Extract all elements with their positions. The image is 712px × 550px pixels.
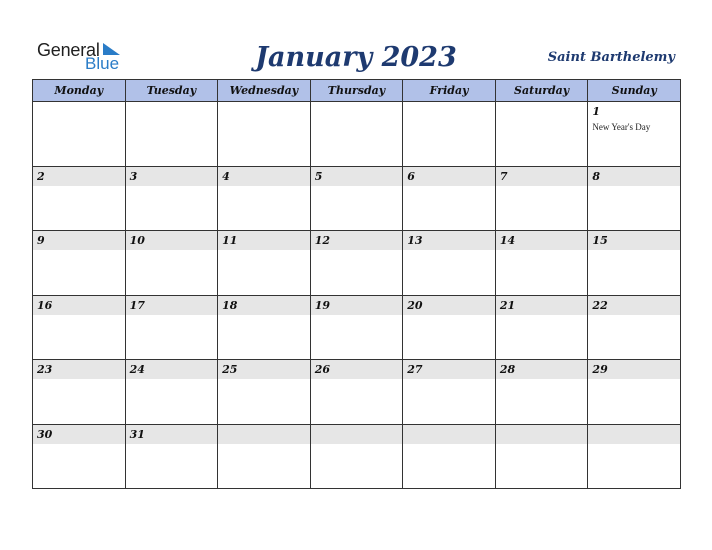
- weekday-header-thursday: Thursday: [311, 80, 404, 102]
- day-number: 18: [218, 296, 310, 315]
- day-cell: [218, 360, 311, 425]
- day-number: 15: [588, 231, 680, 250]
- day-cell: [33, 425, 126, 490]
- day-cell: [496, 360, 589, 425]
- day-number: 27: [403, 360, 495, 379]
- day-number: 7: [496, 167, 588, 186]
- day-number: 19: [311, 296, 403, 315]
- day-cell: [218, 231, 311, 296]
- month-calendar-grid: [32, 79, 681, 489]
- day-number: 21: [496, 296, 588, 315]
- day-cell: [33, 167, 126, 232]
- day-number: 17: [126, 296, 218, 315]
- weekday-header-monday: Monday: [33, 80, 126, 102]
- day-number: 28: [496, 360, 588, 379]
- day-cell: [218, 167, 311, 232]
- day-cell: [33, 296, 126, 361]
- day-cell: [126, 425, 219, 490]
- weekday-header-friday: Friday: [403, 80, 496, 102]
- calendar-title: January 2023: [255, 42, 457, 73]
- day-number: [496, 102, 588, 121]
- day-cell: [496, 167, 589, 232]
- day-cell: [403, 296, 496, 361]
- day-cell: [126, 102, 219, 167]
- day-number: [588, 425, 680, 444]
- day-cell: [218, 296, 311, 361]
- day-cell: [311, 360, 404, 425]
- day-number: 11: [218, 231, 310, 250]
- day-number: [311, 102, 403, 121]
- day-number: [311, 425, 403, 444]
- day-number: [403, 102, 495, 121]
- day-cell: [588, 360, 681, 425]
- day-cell: [126, 231, 219, 296]
- day-cell: [311, 102, 404, 167]
- day-number: 5: [311, 167, 403, 186]
- day-number: 30: [33, 425, 125, 444]
- day-number: 20: [403, 296, 495, 315]
- day-cell: [588, 296, 681, 361]
- day-number: 4: [218, 167, 310, 186]
- day-cell: [218, 425, 311, 490]
- day-cell: [403, 167, 496, 232]
- day-number: [33, 102, 125, 121]
- day-number: [403, 425, 495, 444]
- weekday-header-tuesday: Tuesday: [126, 80, 219, 102]
- day-cell: [588, 102, 681, 167]
- day-cell: [311, 231, 404, 296]
- day-cell: [403, 360, 496, 425]
- day-number: 25: [218, 360, 310, 379]
- day-cell: [588, 231, 681, 296]
- day-number: 24: [126, 360, 218, 379]
- day-number: 22: [588, 296, 680, 315]
- day-cell: [496, 102, 589, 167]
- day-cell: [496, 231, 589, 296]
- day-number: 10: [126, 231, 218, 250]
- logo-word-general: General: [37, 40, 100, 60]
- day-number: 1: [588, 102, 680, 121]
- brand-logo: [37, 40, 127, 74]
- weekday-header-wednesday: Wednesday: [218, 80, 311, 102]
- day-number: 16: [33, 296, 125, 315]
- day-number: 12: [311, 231, 403, 250]
- day-cell: [311, 425, 404, 490]
- day-cell: [126, 167, 219, 232]
- day-number: [218, 102, 310, 121]
- day-cell: [403, 425, 496, 490]
- day-number: [126, 102, 218, 121]
- day-cell: [588, 167, 681, 232]
- day-number: 26: [311, 360, 403, 379]
- day-cell: [126, 296, 219, 361]
- day-cell: [496, 296, 589, 361]
- day-cell: [403, 102, 496, 167]
- day-cell: [403, 231, 496, 296]
- day-number: 14: [496, 231, 588, 250]
- weekday-header-sunday: Sunday: [588, 80, 681, 102]
- country-name: Saint Barthelemy: [547, 50, 675, 65]
- logo-word-blue: Blue: [85, 54, 120, 73]
- day-cell: [218, 102, 311, 167]
- day-cell: [311, 167, 404, 232]
- day-cell: [33, 360, 126, 425]
- day-number: 9: [33, 231, 125, 250]
- day-number: 31: [126, 425, 218, 444]
- day-cell: [33, 231, 126, 296]
- day-number: 3: [126, 167, 218, 186]
- day-number: 13: [403, 231, 495, 250]
- day-cell: [588, 425, 681, 490]
- day-cell: [496, 425, 589, 490]
- day-number: 8: [588, 167, 680, 186]
- day-cell: [33, 102, 126, 167]
- holiday-label: New Year's Day: [592, 122, 651, 132]
- day-number: 6: [403, 167, 495, 186]
- day-cell: [126, 360, 219, 425]
- weekday-header-saturday: Saturday: [496, 80, 589, 102]
- day-number: 2: [33, 167, 125, 186]
- day-number: 29: [588, 360, 680, 379]
- day-cell: [311, 296, 404, 361]
- day-number: [496, 425, 588, 444]
- day-number: 23: [33, 360, 125, 379]
- day-number: [218, 425, 310, 444]
